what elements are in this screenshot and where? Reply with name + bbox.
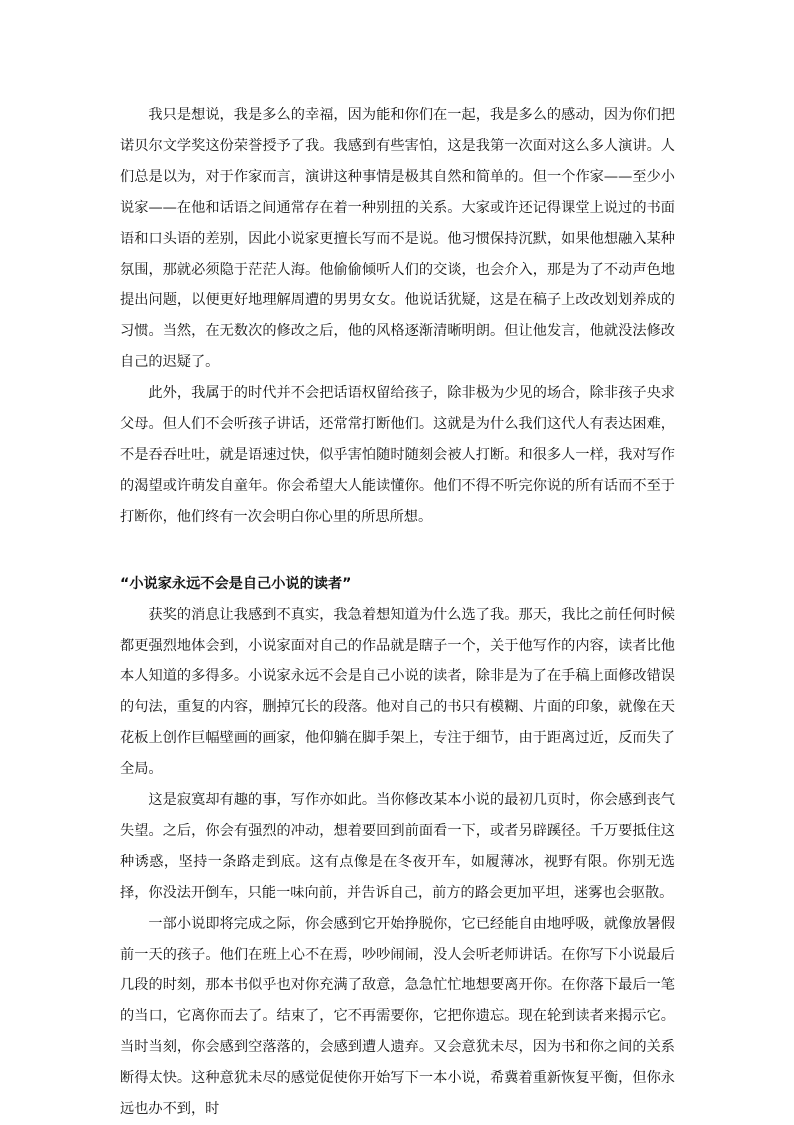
paragraph: 获奖的消息让我感到不真实，我急着想知道为什么选了我。那天，我比之前任何时候都更强烈地体会到，小说家面对自己的作品就是瞎子一个，关于他写作的内容，读者比他本人知道的多得多。小说家永远不会是自己小说的读者，除非是为了在手稿上面修改错误的句法，重复的内容，删掉冗长的段落。他对自己的书只有模糊、片面的印象，就像在天花板上创作巨幅壁画的画家，他仰躺在脚手架上，专注于细节，由于距离过近，反而失了全局。 bbox=[120, 606, 675, 778]
section-heading: “小说家永远不会是自己小说的读者” bbox=[120, 575, 352, 592]
paragraph: 这是寂寞却有趣的事，写作亦如此。当你修改某本小说的最初几页时，你会感到丧气失望。之后，你会有强烈的冲动，想着要回到前面看一下，或者另辟蹊径。千万要抵住这种诱惑，坚持一条路走到底。这有点像是在冬夜开车，如履薄冰，视野有限。你别无选择，你没法开倒车，只能一味向前，并告诉自己，前方的路会更加平坦，迷雾也会驱散。 bbox=[120, 792, 675, 901]
paragraph: 我只是想说，我是多么的幸福，因为能和你们在一起，我是多么的感动，因为你们把诺贝尔文学奖这份荣誉授予了我。我感到有些害怕，这是我第一次面对这么多人演讲。人们总是以为，对于作家而言，演讲这种事情是极其自然和简单的。但一个作家——至少小说家——在他和话语之间通常存在着一种别扭的关系。大家或许还记得课堂上说过的书面语和口头语的差别，因此小说家更擅长写而不是说。他习惯保持沉默，如果他想融入某种氛围，那就必须隐于茫茫人海。他偷偷倾听人们的交谈，也会介入，那是为了不动声色地提出问题，以便更好地理解周遭的男男女女。他说话犹疑，这是在稿子上改改划划养成的习惯。当然，在无数次的修改之后，他的风格逐渐清晰明朗。但让他发言，他就没法修改自己的迟疑了。 bbox=[120, 107, 675, 371]
document-page bbox=[120, 100, 675, 1125]
paragraph: 一部小说即将完成之际，你会感到它开始挣脱你，它已经能自由地呼吸，就像放暑假前一天的孩子。他们在班上心不在焉，吵吵闹闹，没人会听老师讲话。在你写下小说最后几段的时刻，那本书似乎也对你充满了敌意，急急忙忙地想要离开你。在你落下最后一笔的当口，它离你而去了。结束了，它不再需要你，它把你遗忘。现在轮到读者来揭示它。当时当刻，你会感到空落落的，会感到遭人遗弃。又会意犹未尽，因为书和你之间的关系断得太快。这种意犹未尽的感觉促使你开始写下一本小说，希冀着重新恢复平衡，但你永远也办不到，时 bbox=[120, 915, 675, 1118]
paragraph: 此外，我属于的时代并不会把话语权留给孩子，除非极为少见的场合，除非孩子央求父母。但人们不会听孩子讲话，还常常打断他们。这就是为什么我们这代人有表达困难，不是吞吞吐吐，就是语速过快，似乎害怕随时随刻会被人打断。和很多人一样，我对写作的渴望或许萌发自童年。你会希望大人能读懂你。他们不得不听完你说的所有话而不至于打断你，他们终有一次会明白你心里的所思所想。 bbox=[120, 385, 675, 525]
